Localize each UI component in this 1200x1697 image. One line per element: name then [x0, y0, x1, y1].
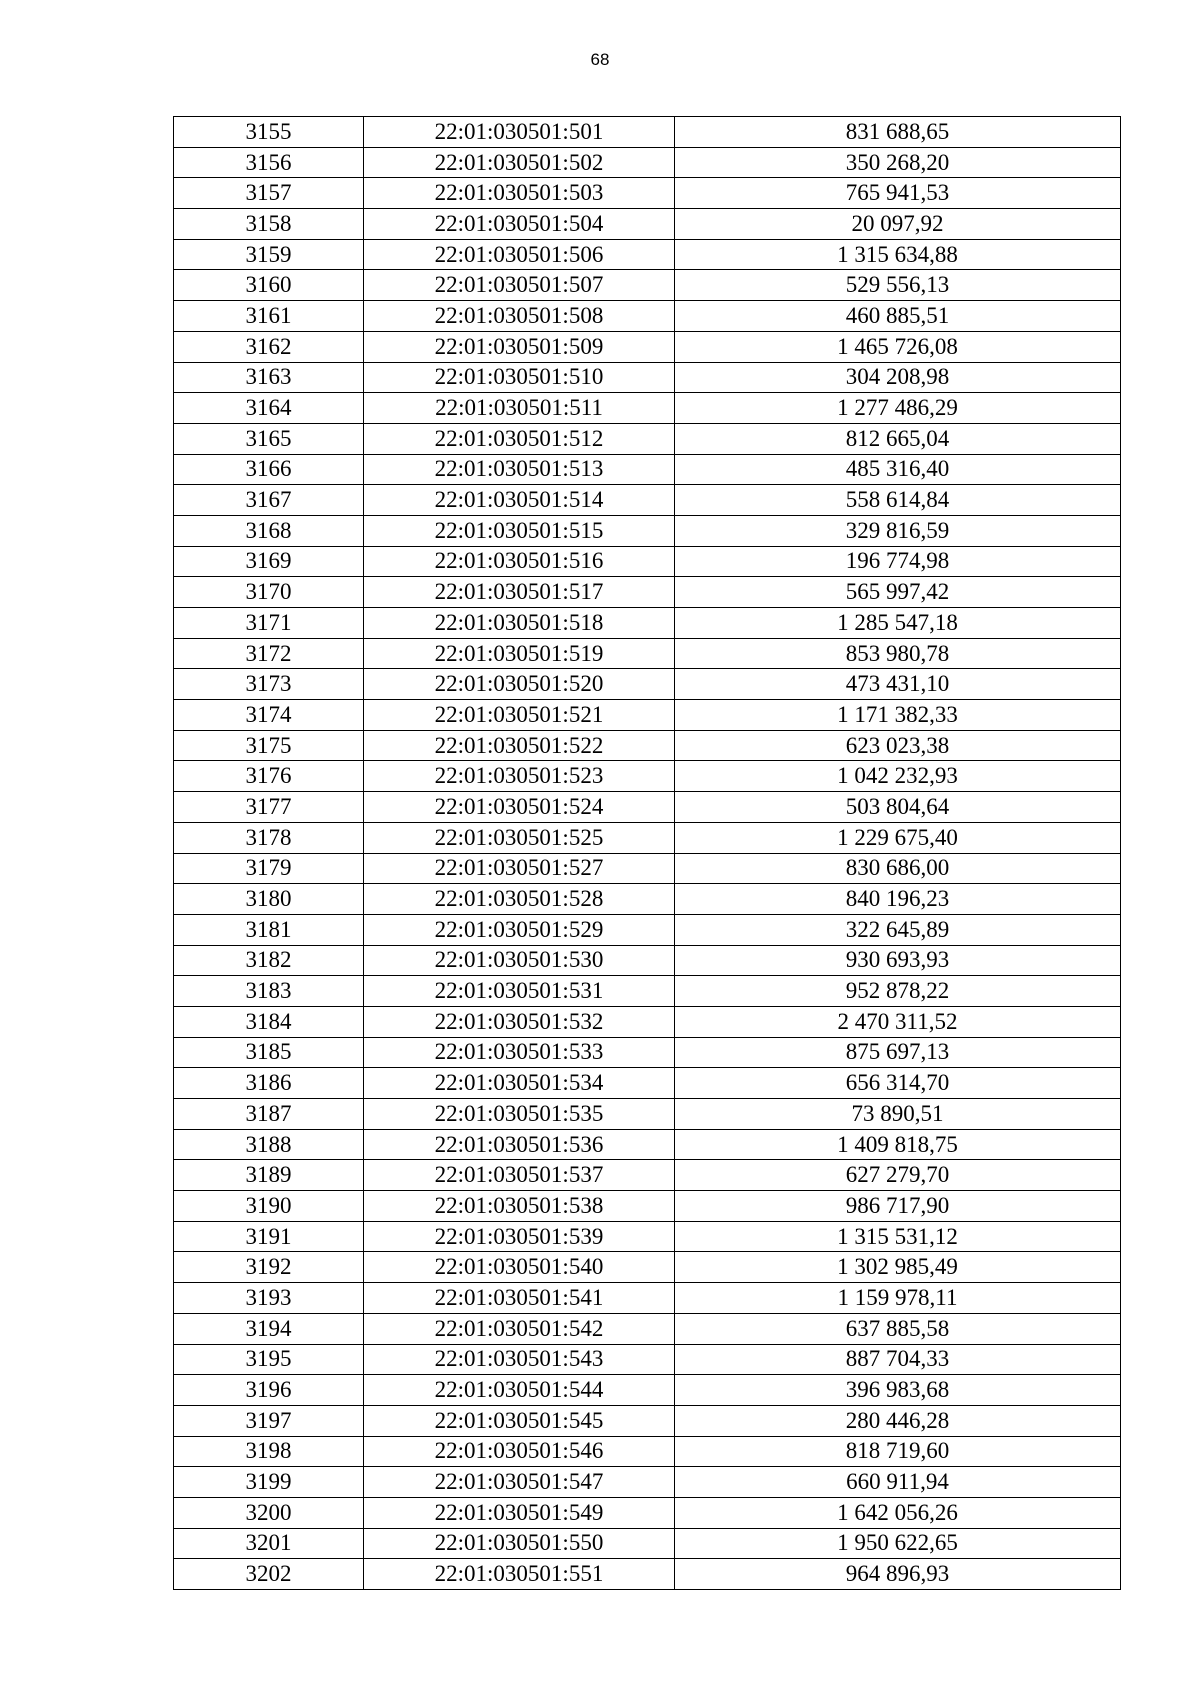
table-row: [174, 423, 1121, 454]
value-cell: 1 950 622,65: [675, 1528, 1121, 1559]
row-number-cell: 3159: [174, 239, 364, 270]
cadastral-number-cell: 22:01:030501:530: [364, 945, 675, 976]
table-row: [174, 454, 1121, 485]
value-cell: 660 911,94: [675, 1467, 1121, 1498]
row-number-cell: 3184: [174, 1006, 364, 1037]
cadastral-number-cell: 22:01:030501:516: [364, 546, 675, 577]
row-number-cell: 3155: [174, 117, 364, 148]
row-number-cell: 3162: [174, 331, 364, 362]
cadastral-number-cell: 22:01:030501:507: [364, 270, 675, 301]
row-number-cell: 3172: [174, 638, 364, 669]
table-row: [174, 270, 1121, 301]
value-cell: 2 470 311,52: [675, 1006, 1121, 1037]
row-number-cell: 3199: [174, 1467, 364, 1498]
value-cell: 840 196,23: [675, 884, 1121, 915]
cadastral-number-cell: 22:01:030501:510: [364, 362, 675, 393]
page-number: 68: [590, 50, 610, 69]
value-cell: 20 097,92: [675, 209, 1121, 240]
cadastral-number-cell: 22:01:030501:525: [364, 822, 675, 853]
cadastral-number-cell: 22:01:030501:523: [364, 761, 675, 792]
table-row: [174, 331, 1121, 362]
value-cell: 930 693,93: [675, 945, 1121, 976]
value-cell: 565 997,42: [675, 577, 1121, 608]
value-cell: 853 980,78: [675, 638, 1121, 669]
table-row: [174, 515, 1121, 546]
row-number-cell: 3187: [174, 1099, 364, 1130]
row-number-cell: 3173: [174, 669, 364, 700]
table-row: [174, 1344, 1121, 1375]
value-cell: 830 686,00: [675, 853, 1121, 884]
cadastral-value-table: [173, 116, 1121, 1590]
row-number-cell: 3179: [174, 853, 364, 884]
cadastral-number-cell: 22:01:030501:544: [364, 1375, 675, 1406]
table-row: [174, 1129, 1121, 1160]
table-row: [174, 1160, 1121, 1191]
row-number-cell: 3157: [174, 178, 364, 209]
cadastral-number-cell: 22:01:030501:543: [364, 1344, 675, 1375]
value-cell: 485 316,40: [675, 454, 1121, 485]
table-row: [174, 1467, 1121, 1498]
row-number-cell: 3156: [174, 147, 364, 178]
table-row: [174, 1191, 1121, 1222]
table-row: [174, 1221, 1121, 1252]
row-number-cell: 3195: [174, 1344, 364, 1375]
table-row: [174, 117, 1121, 148]
cadastral-number-cell: 22:01:030501:535: [364, 1099, 675, 1130]
table-body: [174, 117, 1121, 1590]
row-number-cell: 3202: [174, 1559, 364, 1590]
cadastral-number-cell: 22:01:030501:513: [364, 454, 675, 485]
table-row: [174, 1313, 1121, 1344]
table-row: [174, 638, 1121, 669]
value-cell: 818 719,60: [675, 1436, 1121, 1467]
row-number-cell: 3188: [174, 1129, 364, 1160]
row-number-cell: 3182: [174, 945, 364, 976]
value-cell: 1 315 634,88: [675, 239, 1121, 270]
row-number-cell: 3193: [174, 1283, 364, 1314]
value-cell: 1 159 978,11: [675, 1283, 1121, 1314]
row-number-cell: 3178: [174, 822, 364, 853]
row-number-cell: 3168: [174, 515, 364, 546]
value-cell: 1 302 985,49: [675, 1252, 1121, 1283]
value-cell: 1 171 382,33: [675, 700, 1121, 731]
row-number-cell: 3196: [174, 1375, 364, 1406]
cadastral-number-cell: 22:01:030501:517: [364, 577, 675, 608]
cadastral-number-cell: 22:01:030501:551: [364, 1559, 675, 1590]
cadastral-number-cell: 22:01:030501:536: [364, 1129, 675, 1160]
table-row: [174, 945, 1121, 976]
value-cell: 1 285 547,18: [675, 608, 1121, 639]
table-row: [174, 608, 1121, 639]
cadastral-number-cell: 22:01:030501:520: [364, 669, 675, 700]
table-row: [174, 822, 1121, 853]
table-row: [174, 976, 1121, 1007]
table-row: [174, 1405, 1121, 1436]
row-number-cell: 3169: [174, 546, 364, 577]
table-row: [174, 178, 1121, 209]
row-number-cell: 3185: [174, 1037, 364, 1068]
value-cell: 656 314,70: [675, 1068, 1121, 1099]
cadastral-number-cell: 22:01:030501:504: [364, 209, 675, 240]
value-cell: 503 804,64: [675, 792, 1121, 823]
value-cell: 1 642 056,26: [675, 1497, 1121, 1528]
value-cell: 396 983,68: [675, 1375, 1121, 1406]
value-cell: 627 279,70: [675, 1160, 1121, 1191]
table-row: [174, 1528, 1121, 1559]
row-number-cell: 3200: [174, 1497, 364, 1528]
value-cell: 1 229 675,40: [675, 822, 1121, 853]
value-cell: 304 208,98: [675, 362, 1121, 393]
cadastral-number-cell: 22:01:030501:521: [364, 700, 675, 731]
cadastral-number-cell: 22:01:030501:534: [364, 1068, 675, 1099]
cadastral-number-cell: 22:01:030501:524: [364, 792, 675, 823]
table-row: [174, 914, 1121, 945]
row-number-cell: 3194: [174, 1313, 364, 1344]
value-cell: 1 409 818,75: [675, 1129, 1121, 1160]
table-row: [174, 792, 1121, 823]
cadastral-number-cell: 22:01:030501:519: [364, 638, 675, 669]
cadastral-number-cell: 22:01:030501:550: [364, 1528, 675, 1559]
value-cell: 73 890,51: [675, 1099, 1121, 1130]
row-number-cell: 3171: [174, 608, 364, 639]
cadastral-number-cell: 22:01:030501:532: [364, 1006, 675, 1037]
table-row: [174, 1068, 1121, 1099]
table-row: [174, 1436, 1121, 1467]
table-row: [174, 393, 1121, 424]
value-cell: 329 816,59: [675, 515, 1121, 546]
cadastral-number-cell: 22:01:030501:522: [364, 730, 675, 761]
value-cell: 964 896,93: [675, 1559, 1121, 1590]
cadastral-number-cell: 22:01:030501:518: [364, 608, 675, 639]
table-row: [174, 761, 1121, 792]
row-number-cell: 3190: [174, 1191, 364, 1222]
row-number-cell: 3170: [174, 577, 364, 608]
row-number-cell: 3175: [174, 730, 364, 761]
table-row: [174, 577, 1121, 608]
value-cell: 887 704,33: [675, 1344, 1121, 1375]
cadastral-number-cell: 22:01:030501:540: [364, 1252, 675, 1283]
value-cell: 558 614,84: [675, 485, 1121, 516]
row-number-cell: 3165: [174, 423, 364, 454]
row-number-cell: 3198: [174, 1436, 364, 1467]
row-number-cell: 3183: [174, 976, 364, 1007]
table-row: [174, 884, 1121, 915]
cadastral-number-cell: 22:01:030501:512: [364, 423, 675, 454]
value-cell: 529 556,13: [675, 270, 1121, 301]
value-cell: 952 878,22: [675, 976, 1121, 1007]
table-row: [174, 485, 1121, 516]
cadastral-number-cell: 22:01:030501:506: [364, 239, 675, 270]
row-number-cell: 3167: [174, 485, 364, 516]
table-row: [174, 853, 1121, 884]
cadastral-number-cell: 22:01:030501:545: [364, 1405, 675, 1436]
value-cell: 196 774,98: [675, 546, 1121, 577]
cadastral-number-cell: 22:01:030501:508: [364, 301, 675, 332]
table-row: [174, 1252, 1121, 1283]
value-cell: 460 885,51: [675, 301, 1121, 332]
table-row: [174, 1283, 1121, 1314]
value-cell: 831 688,65: [675, 117, 1121, 148]
table-row: [174, 239, 1121, 270]
row-number-cell: 3166: [174, 454, 364, 485]
cadastral-number-cell: 22:01:030501:528: [364, 884, 675, 915]
row-number-cell: 3191: [174, 1221, 364, 1252]
row-number-cell: 3177: [174, 792, 364, 823]
cadastral-number-cell: 22:01:030501:529: [364, 914, 675, 945]
cadastral-number-cell: 22:01:030501:502: [364, 147, 675, 178]
value-cell: 875 697,13: [675, 1037, 1121, 1068]
cadastral-number-cell: 22:01:030501:542: [364, 1313, 675, 1344]
table-row: [174, 1099, 1121, 1130]
value-cell: 350 268,20: [675, 147, 1121, 178]
table-row: [174, 1559, 1121, 1590]
table-row: [174, 730, 1121, 761]
value-cell: 473 431,10: [675, 669, 1121, 700]
table-row: [174, 147, 1121, 178]
value-cell: 322 645,89: [675, 914, 1121, 945]
cadastral-number-cell: 22:01:030501:533: [364, 1037, 675, 1068]
row-number-cell: 3161: [174, 301, 364, 332]
cadastral-number-cell: 22:01:030501:511: [364, 393, 675, 424]
value-cell: 637 885,58: [675, 1313, 1121, 1344]
row-number-cell: 3189: [174, 1160, 364, 1191]
row-number-cell: 3174: [174, 700, 364, 731]
table-row: [174, 1006, 1121, 1037]
row-number-cell: 3158: [174, 209, 364, 240]
row-number-cell: 3192: [174, 1252, 364, 1283]
cadastral-number-cell: 22:01:030501:527: [364, 853, 675, 884]
table-row: [174, 700, 1121, 731]
value-cell: 1 315 531,12: [675, 1221, 1121, 1252]
cadastral-number-cell: 22:01:030501:509: [364, 331, 675, 362]
table-row: [174, 546, 1121, 577]
cadastral-number-cell: 22:01:030501:531: [364, 976, 675, 1007]
row-number-cell: 3180: [174, 884, 364, 915]
cadastral-number-cell: 22:01:030501:539: [364, 1221, 675, 1252]
table-row: [174, 1497, 1121, 1528]
cadastral-number-cell: 22:01:030501:538: [364, 1191, 675, 1222]
row-number-cell: 3197: [174, 1405, 364, 1436]
cadastral-number-cell: 22:01:030501:537: [364, 1160, 675, 1191]
table-row: [174, 209, 1121, 240]
table-row: [174, 1037, 1121, 1068]
value-cell: 280 446,28: [675, 1405, 1121, 1436]
row-number-cell: 3186: [174, 1068, 364, 1099]
value-cell: 812 665,04: [675, 423, 1121, 454]
row-number-cell: 3163: [174, 362, 364, 393]
row-number-cell: 3181: [174, 914, 364, 945]
value-cell: 765 941,53: [675, 178, 1121, 209]
cadastral-number-cell: 22:01:030501:546: [364, 1436, 675, 1467]
cadastral-number-cell: 22:01:030501:549: [364, 1497, 675, 1528]
cadastral-number-cell: 22:01:030501:547: [364, 1467, 675, 1498]
value-cell: 986 717,90: [675, 1191, 1121, 1222]
value-cell: 1 465 726,08: [675, 331, 1121, 362]
value-cell: 1 042 232,93: [675, 761, 1121, 792]
value-cell: 1 277 486,29: [675, 393, 1121, 424]
table-row: [174, 362, 1121, 393]
row-number-cell: 3201: [174, 1528, 364, 1559]
cadastral-number-cell: 22:01:030501:514: [364, 485, 675, 516]
cadastral-number-cell: 22:01:030501:503: [364, 178, 675, 209]
value-cell: 623 023,38: [675, 730, 1121, 761]
row-number-cell: 3176: [174, 761, 364, 792]
row-number-cell: 3160: [174, 270, 364, 301]
cadastral-number-cell: 22:01:030501:541: [364, 1283, 675, 1314]
cadastral-number-cell: 22:01:030501:515: [364, 515, 675, 546]
cadastral-number-cell: 22:01:030501:501: [364, 117, 675, 148]
row-number-cell: 3164: [174, 393, 364, 424]
table-row: [174, 1375, 1121, 1406]
table-row: [174, 301, 1121, 332]
table-row: [174, 669, 1121, 700]
